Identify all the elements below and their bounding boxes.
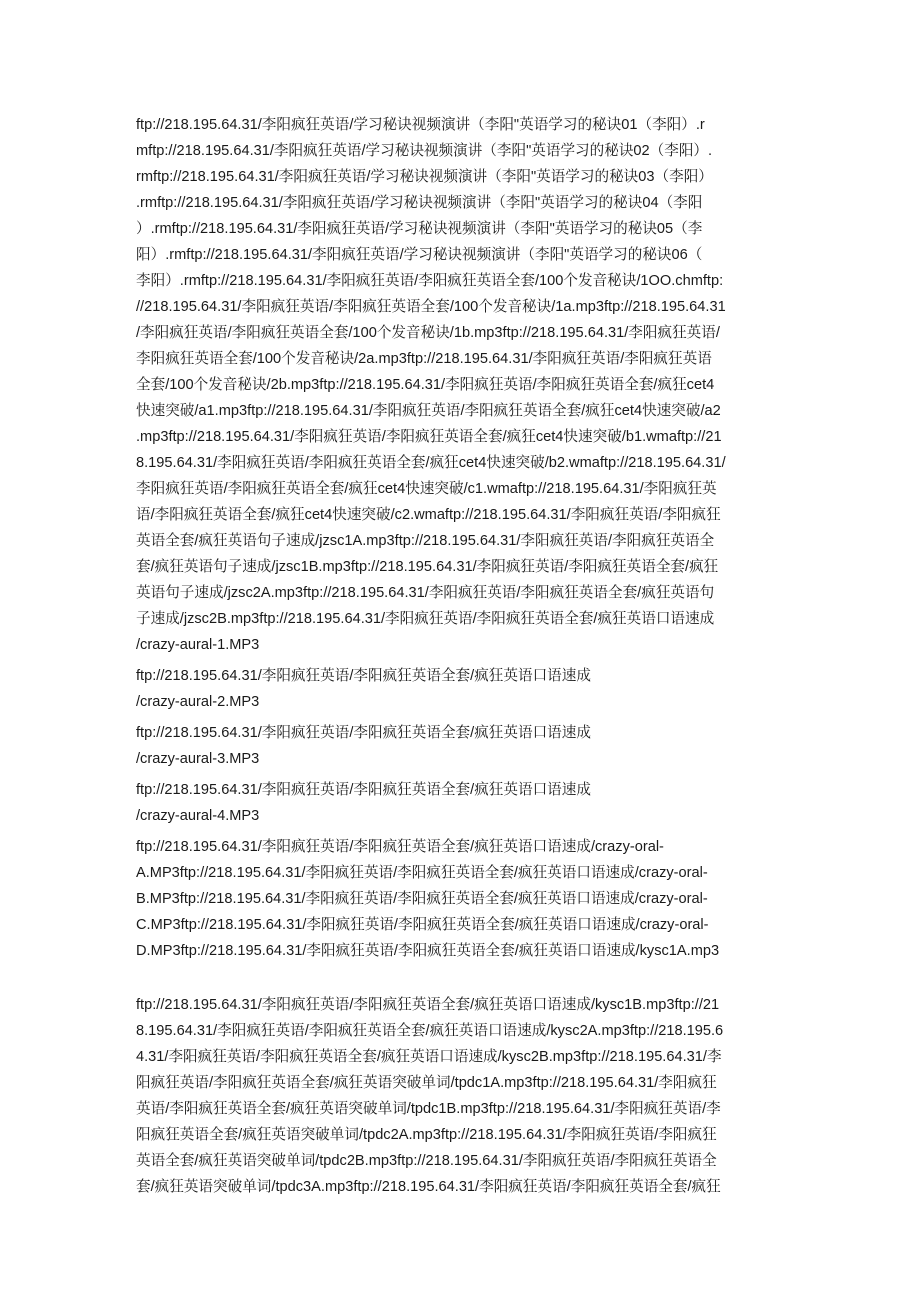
text-line: ftp://218.195.64.31/李阳疯狂英语/李阳疯狂英语全套/疯狂英语口语速成 [136,668,591,684]
text-line: //218.195.64.31/李阳疯狂英语/李阳疯狂英语全套/100个发音秘诀/1a.mp3ftp://218.195.64.31 [136,299,726,315]
text-line: 英语/李阳疯狂英语全套/疯狂英语突破单词/tpdc1B.mp3ftp://218.195.64.31/李阳疯狂英语/李 [136,1101,721,1117]
text-line: 4.31/李阳疯狂英语/李阳疯狂英语全套/疯狂英语口语速成/kysc2B.mp3ftp://218.195.64.31/李 [136,1049,722,1065]
text-line: ）.rmftp://218.195.64.31/李阳疯狂英语/学习秘诀视频演讲（李阳"英语学习的秘诀05（李 [136,221,703,237]
text-line: .rmftp://218.195.64.31/李阳疯狂英语/学习秘诀视频演讲（李阳"英语学习的秘诀04（李阳 [136,195,703,211]
text-line: 阳）.rmftp://218.195.64.31/李阳疯狂英语/学习秘诀视频演讲（李阳"英语学习的秘诀06（ [136,247,703,263]
text-line: 套/疯狂英语突破单词/tpdc3A.mp3ftp://218.195.64.31/李阳疯狂英语/李阳疯狂英语全套/疯狂 [136,1179,721,1195]
text-line: /李阳疯狂英语/李阳疯狂英语全套/100个发音秘诀/1b.mp3ftp://218.195.64.31/李阳疯狂英语/ [136,325,720,341]
text-line: rmftp://218.195.64.31/李阳疯狂英语/学习秘诀视频演讲（李阳"英语学习的秘诀03（李阳） [136,169,713,185]
text-line: ftp://218.195.64.31/李阳疯狂英语/学习秘诀视频演讲（李阳"英语学习的秘诀01（李阳）.r [136,117,705,133]
text-line: 8.195.64.31/李阳疯狂英语/李阳疯狂英语全套/疯狂cet4快速突破/b2.wmaftp://218.195.64.31/ [136,455,726,471]
text-line: 8.195.64.31/李阳疯狂英语/李阳疯狂英语全套/疯狂英语口语速成/kysc2A.mp3ftp://218.195.6 [136,1023,724,1039]
text-line: ftp://218.195.64.31/李阳疯狂英语/李阳疯狂英语全套/疯狂英语口语速成 [136,725,591,741]
text-line: 语/李阳疯狂英语全套/疯狂cet4快速突破/c2.wmaftp://218.195.64.31/李阳疯狂英语/李阳疯狂 [136,507,721,523]
text-line: 子速成/jzsc2B.mp3ftp://218.195.64.31/李阳疯狂英语/李阳疯狂英语全套/疯狂英语口语速成 [136,611,715,627]
text-line: 李阳）.rmftp://218.195.64.31/李阳疯狂英语/李阳疯狂英语全套/100个发音秘诀/1OO.chmftp: [136,273,724,289]
text-line: ftp://218.195.64.31/李阳疯狂英语/李阳疯狂英语全套/疯狂英语口语速成/crazy-oral- [136,839,664,855]
text-line: 英语全套/疯狂英语突破单词/tpdc2B.mp3ftp://218.195.64.31/李阳疯狂英语/李阳疯狂英语全 [136,1153,717,1169]
text-line: /crazy-aural-2.MP3 [136,694,260,710]
text-line: 全套/100个发音秘诀/2b.mp3ftp://218.195.64.31/李阳疯狂英语/李阳疯狂英语全套/疯狂cet4 [136,377,715,393]
text-line: 阳疯狂英语/李阳疯狂英语全套/疯狂英语突破单词/tpdc1A.mp3ftp://218.195.64.31/李阳疯狂 [136,1075,717,1091]
text-line: 李阳疯狂英语/李阳疯狂英语全套/疯狂cet4快速突破/c1.wmaftp://218.195.64.31/李阳疯狂英 [136,481,717,497]
text-line: mftp://218.195.64.31/李阳疯狂英语/学习秘诀视频演讲（李阳"英语学习的秘诀02（李阳）. [136,143,713,159]
text-line: 李阳疯狂英语全套/100个发音秘诀/2a.mp3ftp://218.195.64.31/李阳疯狂英语/李阳疯狂英语 [136,351,712,367]
text-line: 快速突破/a1.mp3ftp://218.195.64.31/李阳疯狂英语/李阳疯狂英语全套/疯狂cet4快速突破/a2 [136,403,721,419]
text-line: /crazy-aural-4.MP3 [136,808,260,824]
text-line: ftp://218.195.64.31/李阳疯狂英语/李阳疯狂英语全套/疯狂英语口语速成/kysc1B.mp3ftp://21 [136,997,720,1013]
text-line: /crazy-aural-1.MP3 [136,637,260,653]
text-line: /crazy-aural-3.MP3 [136,751,260,767]
text-line: .mp3ftp://218.195.64.31/李阳疯狂英语/李阳疯狂英语全套/疯狂cet4快速突破/b1.wmaftp://21 [136,429,722,445]
text-line: A.MP3ftp://218.195.64.31/李阳疯狂英语/李阳疯狂英语全套/疯狂英语口语速成/crazy-oral- [136,865,708,881]
text-line: 阳疯狂英语全套/疯狂英语突破单词/tpdc2A.mp3ftp://218.195.64.31/李阳疯狂英语/李阳疯狂 [136,1127,717,1143]
text-line: B.MP3ftp://218.195.64.31/李阳疯狂英语/李阳疯狂英语全套/疯狂英语口语速成/crazy-oral- [136,891,708,907]
text-line: C.MP3ftp://218.195.64.31/李阳疯狂英语/李阳疯狂英语全套/疯狂英语口语速成/crazy-oral- [136,917,709,933]
text-line: 英语句子速成/jzsc2A.mp3ftp://218.195.64.31/李阳疯狂英语/李阳疯狂英语全套/疯狂英语句 [136,585,715,601]
text-line: 套/疯狂英语句子速成/jzsc1B.mp3ftp://218.195.64.31/李阳疯狂英语/李阳疯狂英语全套/疯狂 [136,559,719,575]
text-line: ftp://218.195.64.31/李阳疯狂英语/李阳疯狂英语全套/疯狂英语口语速成 [136,782,591,798]
text-line: D.MP3ftp://218.195.64.31/李阳疯狂英语/李阳疯狂英语全套/疯狂英语口语速成/kysc1A.mp3 [136,943,720,959]
text-line: 英语全套/疯狂英语句子速成/jzsc1A.mp3ftp://218.195.64.31/李阳疯狂英语/李阳疯狂英语全 [136,533,715,549]
